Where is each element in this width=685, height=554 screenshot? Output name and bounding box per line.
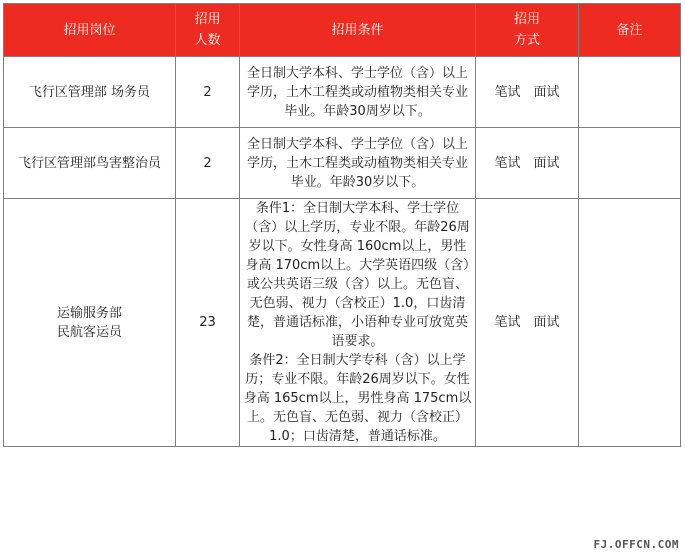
condition-2-text: 条件2：全日制大学专科（含）以上学历；专业不限。年龄26周岁以下。女性身高 165cm以上，男性身高 175cm以上。无色盲、无色弱、视力（含校正）1.0；口齿清楚，普通话标准。	[243, 353, 472, 444]
table-header-row	[4, 4, 681, 57]
cell-remarks	[579, 128, 681, 199]
cell-remarks	[579, 199, 681, 447]
header-count-line2: 人数	[194, 33, 221, 48]
cell-method: 笔试 面试	[476, 57, 579, 128]
cell-position: 飞行区管理部鸟害整治员	[4, 128, 176, 199]
condition-1-text: 条件1：全日制大学本科、学士学位（含）以上学历，专业不限。年龄26周岁以下。女性身高 160cm以上，男性身高 170cm以上。大学英语四级（含）或公共英语三级（含）以上。无色盲、无色弱、视力（含校正）1.0，口齿清楚，普通话标准，小语种专业可放宽英语要求。	[245, 201, 470, 349]
recruitment-table	[3, 3, 681, 447]
cell-conditions: 全日制大学本科、学士学位（含）以上学历，土木工程类或动植物类相关专业毕业。年龄30周岁以下。	[240, 57, 476, 128]
header-conditions: 招用条件	[240, 4, 476, 57]
cell-position: 飞行区管理部 场务员	[4, 57, 176, 128]
cell-conditions	[240, 199, 476, 447]
table-row	[4, 57, 681, 128]
cell-method: 笔试 面试	[476, 199, 579, 447]
cell-conditions: 全日制大学本科、学士学位（含）以上学历，土木工程类或动植物类相关专业毕业。年龄30岁以下。	[240, 128, 476, 199]
cell-count: 2	[176, 128, 240, 199]
header-position: 招用岗位	[4, 4, 176, 57]
cell-count: 2	[176, 57, 240, 128]
header-remarks: 备注	[579, 4, 681, 57]
cell-count: 23	[176, 199, 240, 447]
header-count	[176, 4, 240, 57]
cell-position	[4, 199, 176, 447]
header-count-line1: 招用	[194, 12, 221, 27]
cell-remarks	[579, 57, 681, 128]
header-method-line1: 招用	[513, 12, 540, 27]
site-watermark: FJ.OFFCN.COM	[593, 538, 679, 551]
header-method	[476, 4, 579, 57]
table-row	[4, 128, 681, 199]
cell-position-line2: 民航客运员	[56, 324, 122, 340]
table-row	[4, 199, 681, 447]
header-method-line2: 方式	[513, 33, 540, 48]
cell-method: 笔试 面试	[476, 128, 579, 199]
cell-position-line1: 运输服务部	[56, 305, 122, 321]
